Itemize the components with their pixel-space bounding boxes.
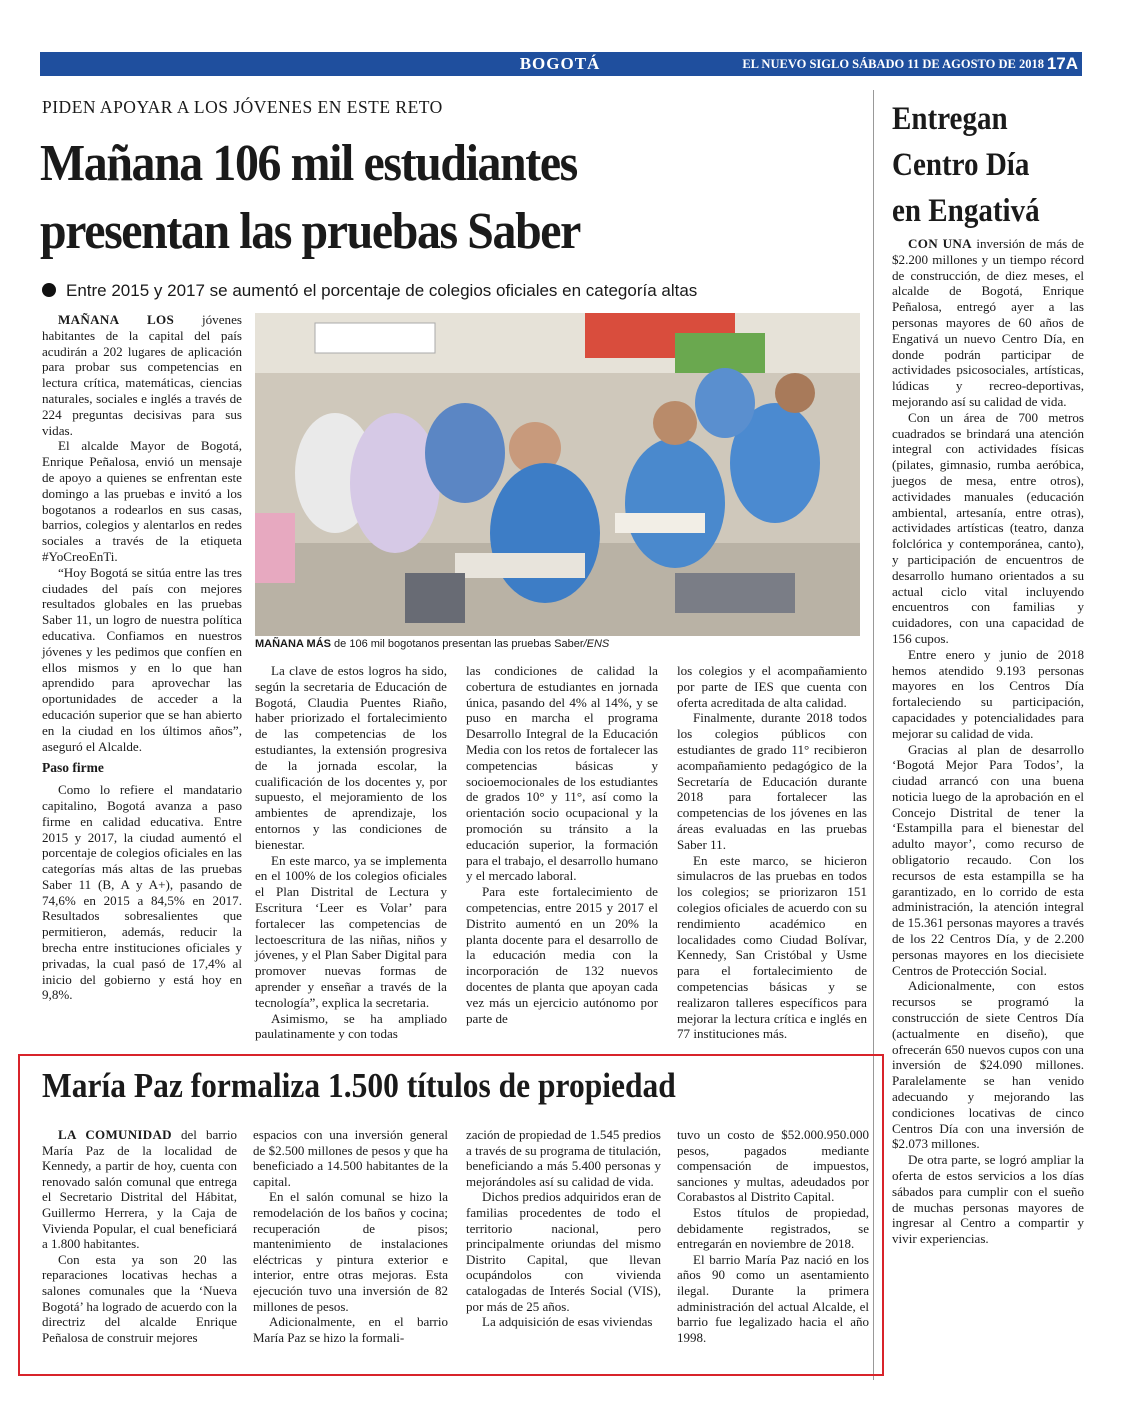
paragraph: Gracias al plan de desarrollo ‘Bogotá Mejor Para Todos’, la ciudad arrancó con una buena noticia luego de la aprobación en el Concejo Distrital de tener la ‘Estampilla para el bienestar del adulto mayor’, como recurso de obligatorio recaudo. Con los recursos de esta estampilla se ha garantizado, en lo corrido de esta administración, la atención integral de 15.361 personas mayores a través de los 22 Centros Día, y de 2.200 personas mayores en los diecisiete Centros de Protección Social. (892, 741, 1084, 978)
paragraph: Adicionalmente, con estos recursos se programó la construcción de siete Centros Día (actualmente en diseño), que ofrecerán 650 nuevos cupos con una inversión de $24.090 millones. Paralelamente se han venido adecuando y mejorando las condiciones locativas de cinco Centros Día con una inversión de $2.073 millones. (892, 978, 1084, 1152)
caption-text: de 106 mil bogotanos presentan las pruebas Saber (330, 638, 584, 650)
paragraph: Estos títulos de propiedad, debidamente registrados, se entregarán en noviembre de 2018. (677, 1204, 869, 1252)
article-kicker: PIDEN APOYAR A LOS JÓVENES EN ESTE RETO (42, 97, 443, 117)
paragraph: Finalmente, durante 2018 todos los colegios públicos con estudiantes de grado 11° recibieron acompañamiento pedagógico de la Secretaría de Educación durante 2018 para fortalecer las competencias de los jóvenes en las áreas evaluadas en las pruebas Saber 11. (677, 710, 867, 852)
caption-lead: MAÑANA MÁS (255, 638, 331, 650)
paragraph (42, 1127, 237, 1252)
section-name: BOGOTÁ (519, 54, 601, 73)
headline-line-2: presentan las pruebas Saber (40, 203, 580, 260)
article-headline (40, 130, 794, 266)
newspaper-date: EL NUEVO SIGLO SÁBADO 11 DE AGOSTO DE 2018 (742, 57, 1044, 71)
lead-in: LA COMUNIDAD (58, 1127, 172, 1142)
box-column-1 (42, 1127, 237, 1345)
lead-in: MAÑANA LOS (58, 312, 175, 327)
lead-in: CON UNA (908, 236, 972, 251)
paragraph: Adicionalmente, en el barrio María Paz se hizo la formali- (253, 1314, 448, 1345)
sidebar-headline-line: Centro Día (892, 147, 1030, 183)
sidebar-article (892, 236, 1084, 1247)
paragraph: En el salón comunal se hizo la remodelación de los baños y cocina; recuperación de pisos; mantenimiento de instalaciones eléctricas y pintura exterior e interior, entre otras mejoras. Esta ejecución tuvo una inversión de 82 millones de pesos. (253, 1189, 448, 1314)
paragraph (892, 236, 1084, 410)
paragraph: zación de propiedad de 1.545 predios a través de su programa de titulación, beneficiando a más 5.400 personas y mejorándoles así su calidad de vida. (466, 1127, 661, 1189)
bullet-icon (42, 283, 56, 297)
paragraph: Para este fortalecimiento de competencias, entre 2015 y 2017 el Distrito aumentó en un 20% la planta docente para el desarrollo de la educación media con la incorporación de 132 nuevos docentes de planta que apoyan cada vez más un ejercicio autónomo por parte de (466, 884, 658, 1026)
paragraph: Dichos predios adquiridos eran de familias procedentes de todo el territorio nacional, pero principalmente oriundas del mismo Distrito Capital, que llevan ocupándolos con vivienda catalogadas de Interés Social (VIS), por más de 25 años. (466, 1189, 661, 1314)
paragraph: En este marco, se hicieron simulacros de las pruebas en todos los colegios; se priorizaron 151 colegios oficiales de acuerdo con su rendimiento académico en localidades como Ciudad Bolívar, Kennedy, San Cristóbal y Usme para el fortalecimiento de competencias básicas y se realizaron talleres específicos para mejorar la lectura crítica e inglés en 77 instituciones más. (677, 852, 867, 1042)
box-column-4 (677, 1127, 869, 1345)
box-headline: María Paz formaliza 1.500 títulos de propiedad (42, 1066, 676, 1105)
page-number: 17A (1046, 54, 1078, 73)
paragraph: los colegios y el acompañamiento por parte de IES que cuenta con oferta acreditada de alta calidad. (677, 663, 867, 710)
paragraph: “Hoy Bogotá se sitúa entre las tres ciudades del país con mejores resultados globales en las pruebas Saber 11, un logro de nuestra política educativa. Confiamos en nuestros jóvenes y les pedimos que confíen en ellos mismos y en lo que han aprendido para aprovechar las oportunidades de acceder a la educación superior que se han abierto en la ciudad en los últimos años”, aseguró el Alcalde. (42, 564, 242, 754)
paragraph: La adquisición de esas viviendas (482, 1314, 653, 1330)
article-subhead (42, 281, 697, 301)
paragraph: tuvo un costo de $52.000.950.000 pesos, pagados mediante compensación de impuestos, sanciones y multas, adeudados por Corabastos al Distrito Capital. (677, 1127, 869, 1205)
paragraph: La clave de estos logros ha sido, según la secretaria de Educación de Bogotá, Claudia Puentes Riaño, haber priorizado el fortalecimiento de las competencias de los estudiantes, la extensión progresiva de la jornada escolar, la cualificación de los docentes y, por supuesto, el mejoramiento de los ambientes de aprendizaje, los entornos y las condiciones de bienestar. (255, 663, 447, 852)
sidebar-headline (892, 96, 1040, 234)
paragraph: espacios con una inversión general de $2.500 millones de pesos y que ha beneficiado a 14.500 habitantes de la capital. (253, 1127, 448, 1189)
classroom-photo (255, 313, 860, 636)
paragraph: En este marco, ya se implementa en el 100% de los colegios oficiales el Plan Distrital de Lectura y Escritura ‘Leer es Volar’ para fortalecer las competencias de lectoescritura de las niñas, niños y jóvenes, y el Plan Saber Digital para promover nuevas formas de aprender y enseñar a través de la tecnología”, explica la secretaria. (255, 852, 447, 1010)
subhead-text: Entre 2015 y 2017 se aumentó el porcentaje de colegios oficiales en categoría altas (66, 281, 698, 300)
subtitle: Paso firme (42, 760, 104, 776)
paragraph-text: jóvenes habitantes de la capital del país acudirán a 202 lugares de aplicación para probar sus competencias en lectura crítica, matemáticas, ciencias naturales, sociales e inglés a través de 224 preguntas decisivas para sus vidas. (42, 312, 242, 438)
paragraph: Entre enero y junio de 2018 hemos atendido 9.193 personas mayores en los Centros Día fortaleciendo su participación, capacidades y potencialidades para mejorar su calidad de vida. (892, 646, 1084, 741)
main-column-3 (466, 663, 658, 1026)
paragraph: De otra parte, se logró ampliar la oferta de estos servicios a los días sábados para cumplir con el sueño de muchas personas mayores de ingresar al Centro a compartir y vivir experiencias. (892, 1152, 1084, 1247)
main-column-1 (42, 312, 242, 1003)
paragraph: las condiciones de calidad la cobertura de estudiantes en jornada única, pasando del 4% al 14%, y se puso en marcha el programa Desarrollo Integral de la Educación Media con los retos de fortalecer las competencias básicas y socioemocionales de los estudiantes de grados 10° y 11°, así como la orientación socio ocupacional y la promoción su tránsito a la educación superior, la formación para el trabajo, el desarrollo humano y el mercado laboral. (466, 663, 658, 884)
sidebar-headline-line: Entregan (892, 101, 1008, 137)
paragraph-text: inversión de más de $2.200 millones y un tiempo récord de construcción, de diez meses, el alcalde de Bogotá, Enrique Peñalosa, entregó ayer a las personas mayores de 60 años de Engativá un nuevo Centro Día, en donde podrán participar de actividades psicosociales, artísticas, lúdicas y recreo-deportivas, mejorando así su calidad de vida. (892, 236, 1084, 409)
paragraph-text: del barrio María Paz de la localidad de Kennedy, a partir de hoy, cuenta con renovado salón comunal que entrega el Secretario Distrital del Hábitat, Guillermo Herrera, y la Caja de Vivienda Popular, el cual beneficiará a 1.800 habitantes. (42, 1127, 238, 1252)
box-column-3 (466, 1127, 661, 1330)
paragraph: Como lo refiere el mandatario capitalino, Bogotá avanza a paso firme en calidad educativa. Entre 2015 y 2017, la ciudad aumentó el porcentaje de colegios oficiales en las categorías más altas de las pruebas Saber 11 (B, A y A+), pasando de 74,6% en 2015 a 84,5% en 2017. Resultados sobresalientes que permitieron, además, reducir la brecha entre instituciones oficiales y privadas, la cual pasó de 17,4% al inicio del gobierno y está hoy en 9,8%. (42, 782, 242, 1003)
paragraph: Con esta ya son 20 las reparaciones locativas hechas a salones comunales que la ‘Nueva Bogotá’ ha logrado de acuerdo con la directriz del alcalde Enrique Peñalosa de construir mejores (42, 1251, 237, 1345)
sidebar-headline-line: en Engativá (892, 193, 1040, 229)
paragraph: Asimismo, se ha ampliado paulatinamente y con todas (255, 1010, 447, 1042)
main-column-2 (255, 663, 447, 1042)
photo-credit: /ENS (583, 638, 610, 650)
classroom-photo-image (255, 313, 860, 636)
box-column-2 (253, 1127, 448, 1345)
paragraph: El barrio María Paz nació en los años 90 como un asentamiento ilegal. Durante la primera administración del actual Alcalde, el barrio fue legalizado hacia el año 1998. (677, 1251, 869, 1345)
paragraph (42, 312, 242, 438)
main-column-4 (677, 663, 867, 1042)
headline-line-1: Mañana 106 mil estudiantes (40, 135, 577, 192)
paragraph: El alcalde Mayor de Bogotá, Enrique Peñalosa, envió un mensaje de apoyo a quienes se enfrentan este domingo a las pruebas e invitó a los bogotanos a rodearlos en sus casas, barrios, colegios y alentarlos en redes sociales a través de la etiqueta #YoCreoEnTi. (42, 438, 242, 564)
photo-caption (255, 638, 860, 650)
paragraph: Con un área de 700 metros cuadrados se brindará una atención integral con actividades físicas (pilates, gimnasio, rumba aeróbica, juegos de mesa, entre otros), actividades manuales (educación ambiental, artesanía, entre otras), actividades artísticas (teatro, danza folclórica y contemporánea, canto), y participación de encuentros de desarrollo humano orientados a su actual ciclo vital incluyendo encuentros con familias y cuidadores, con una capacidad de 156 cupos. (892, 409, 1084, 646)
